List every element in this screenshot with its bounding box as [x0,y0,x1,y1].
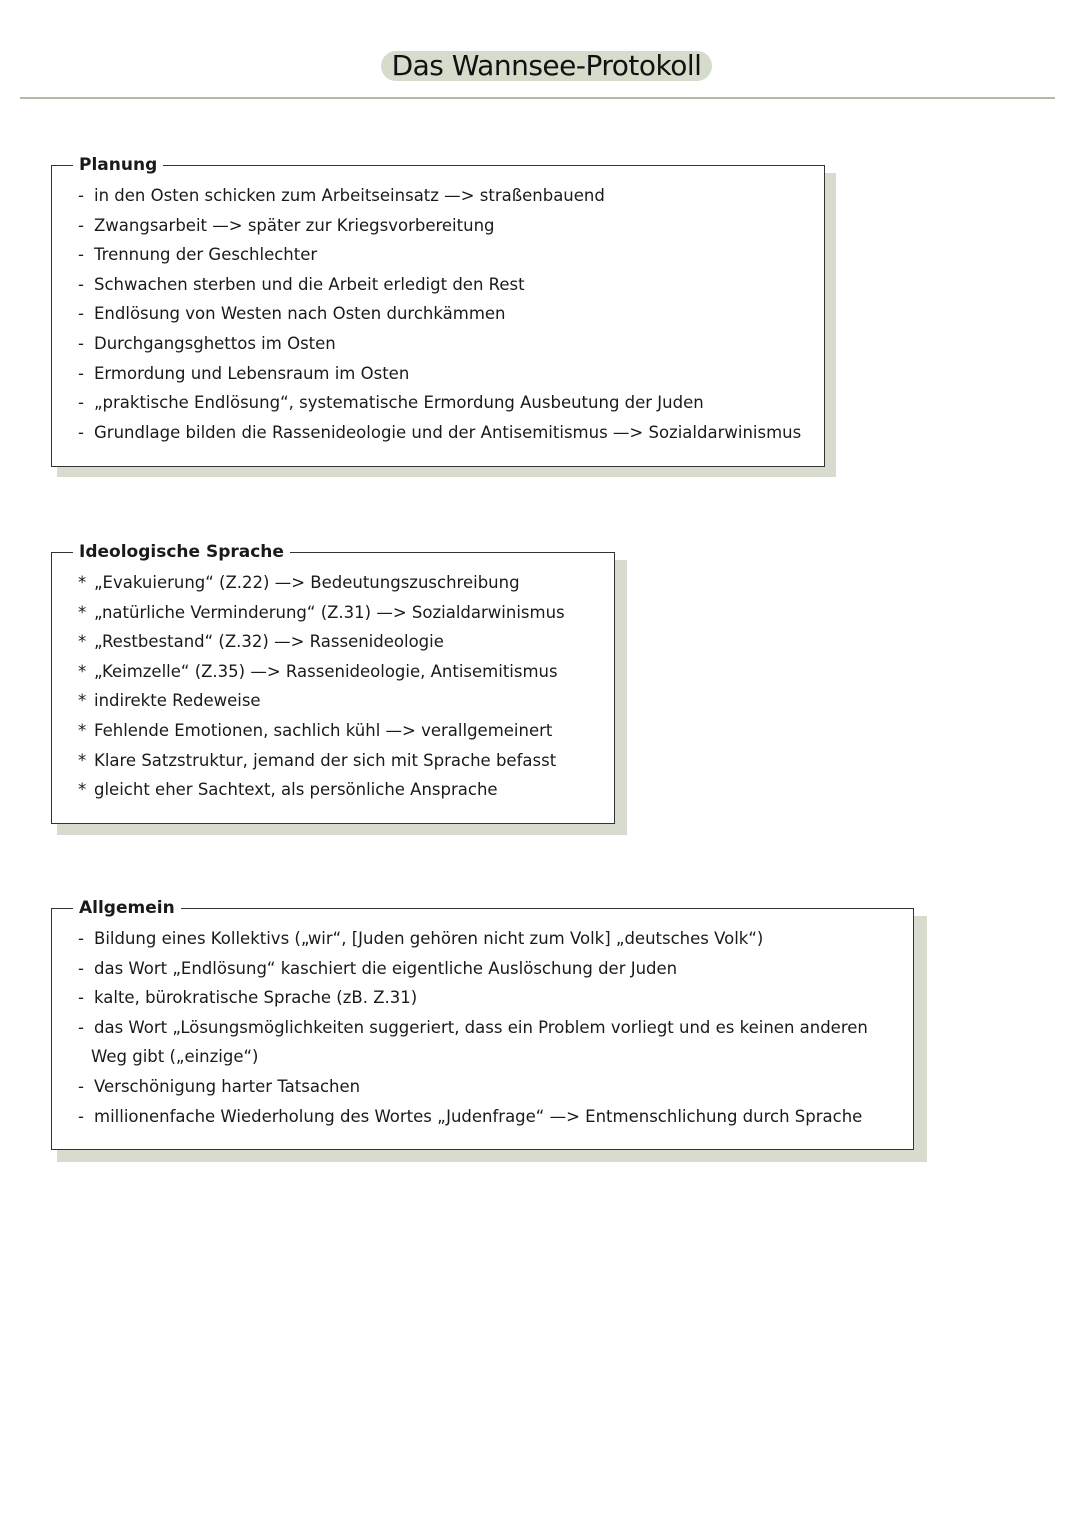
bullet-marker: - [78,393,84,413]
bullet-marker: - [78,304,84,324]
list-item [78,568,607,598]
list-item [78,270,817,300]
item-list [78,181,817,447]
section-allgemein [51,898,914,1150]
item-text: „natürliche Verminderung“ (Z.31) —> Sozialdarwinismus [94,602,565,622]
list-item [78,211,817,241]
item-text: Fehlende Emotionen, sachlich kühl —> verallgemeinert [94,720,553,740]
section-heading: Ideologische Sprache [73,540,290,564]
title-divider [20,97,1055,99]
item-text: Durchgangsghettos im Osten [94,333,336,353]
list-item [78,686,607,716]
list-item [78,954,906,984]
list-item [78,746,607,776]
list-item [78,388,817,418]
bullet-marker: - [78,1106,84,1126]
item-text: gleicht eher Sachtext, als persönliche Ansprache [94,780,498,800]
list-item [78,1072,906,1102]
item-list [78,924,906,1131]
bullet-marker: - [78,333,84,353]
item-text: „Restbestand“ (Z.32) —> Rassenideologie [94,632,444,652]
item-text: Ermordung und Lebensraum im Osten [94,363,410,383]
item-text: kalte, bürokratische Sprache (zB. Z.31) [94,988,418,1008]
item-text: „Keimzelle“ (Z.35) —> Rassenideologie, Antisemitismus [94,661,558,681]
bullet-marker: - [78,1017,84,1037]
list-item [78,716,607,746]
list-item [78,983,906,1013]
list-item [78,1102,906,1132]
item-list [78,568,607,805]
item-text: das Wort „Lösungsmöglichkeiten suggeriert, dass ein Problem vorliegt und es keinen anderen [94,1017,868,1037]
section-heading: Allgemein [73,896,181,920]
bullet-marker: * [78,632,87,652]
section-heading: Planung [73,153,163,177]
bullet-marker: * [78,780,87,800]
item-text: in den Osten schicken zum Arbeitseinsatz —> straßenbauend [94,186,605,205]
item-text: Verschönigung harter Tatsachen [94,1076,361,1096]
list-item [78,598,607,628]
bullet-marker: - [78,274,84,294]
list-item [78,329,817,359]
list-item [78,418,817,448]
section-planung [51,155,825,467]
item-text: Schwachen sterben und die Arbeit erledigt den Rest [94,274,525,294]
bullet-marker: - [78,988,84,1008]
item-text: indirekte Redeweise [94,691,261,711]
section-ideologische-sprache [51,542,615,824]
bullet-marker: - [78,186,84,205]
item-text: Grundlage bilden die Rassenideologie und der Antisemitismus —> Sozialdarwinismus [94,422,802,442]
list-item [78,775,607,805]
item-text: Zwangsarbeit —> später zur Kriegsvorbereitung [94,215,495,235]
list-item [78,181,817,211]
bullet-marker: - [78,958,84,978]
bullet-marker: * [78,720,87,740]
bullet-marker: * [78,573,87,592]
item-text: Klare Satzstruktur, jemand der sich mit Sprache befasst [94,750,557,770]
bullet-marker: - [78,1076,84,1096]
bullet-marker: - [78,363,84,383]
bullet-marker: * [78,691,87,711]
list-item [78,657,607,687]
bullet-marker: - [78,929,84,948]
item-text: Bildung eines Kollektivs („wir“, [Juden gehören nicht zum Volk] „deutsches Volk“) [94,929,764,948]
item-text: das Wort „Endlösung“ kaschiert die eigentliche Auslöschung der Juden [94,958,678,978]
list-item [78,924,906,954]
bullet-marker: - [78,422,84,442]
list-item [78,240,817,270]
bullet-marker: - [78,245,84,265]
page-title: Das Wannsee-Protokoll [391,49,702,82]
item-text: „praktische Endlösung“, systematische Ermordung Ausbeutung der Juden [94,393,704,413]
item-text: millionenfache Wiederholung des Wortes „Judenfrage“ —> Entmenschlichung durch Sprache [94,1106,863,1126]
list-item [78,1013,906,1072]
item-text: Endlösung von Westen nach Osten durchkämmen [94,304,506,324]
list-item [78,627,607,657]
bullet-marker: * [78,661,87,681]
bullet-marker: * [78,602,87,622]
list-item [78,359,817,389]
list-item [78,299,817,329]
item-text: Trennung der Geschlechter [94,245,318,265]
bullet-marker: - [78,215,84,235]
bullet-marker: * [78,750,87,770]
item-text: „Evakuierung“ (Z.22) —> Bedeutungszuschreibung [94,573,520,592]
item-continuation: Weg gibt („einzige“) [91,1047,259,1067]
